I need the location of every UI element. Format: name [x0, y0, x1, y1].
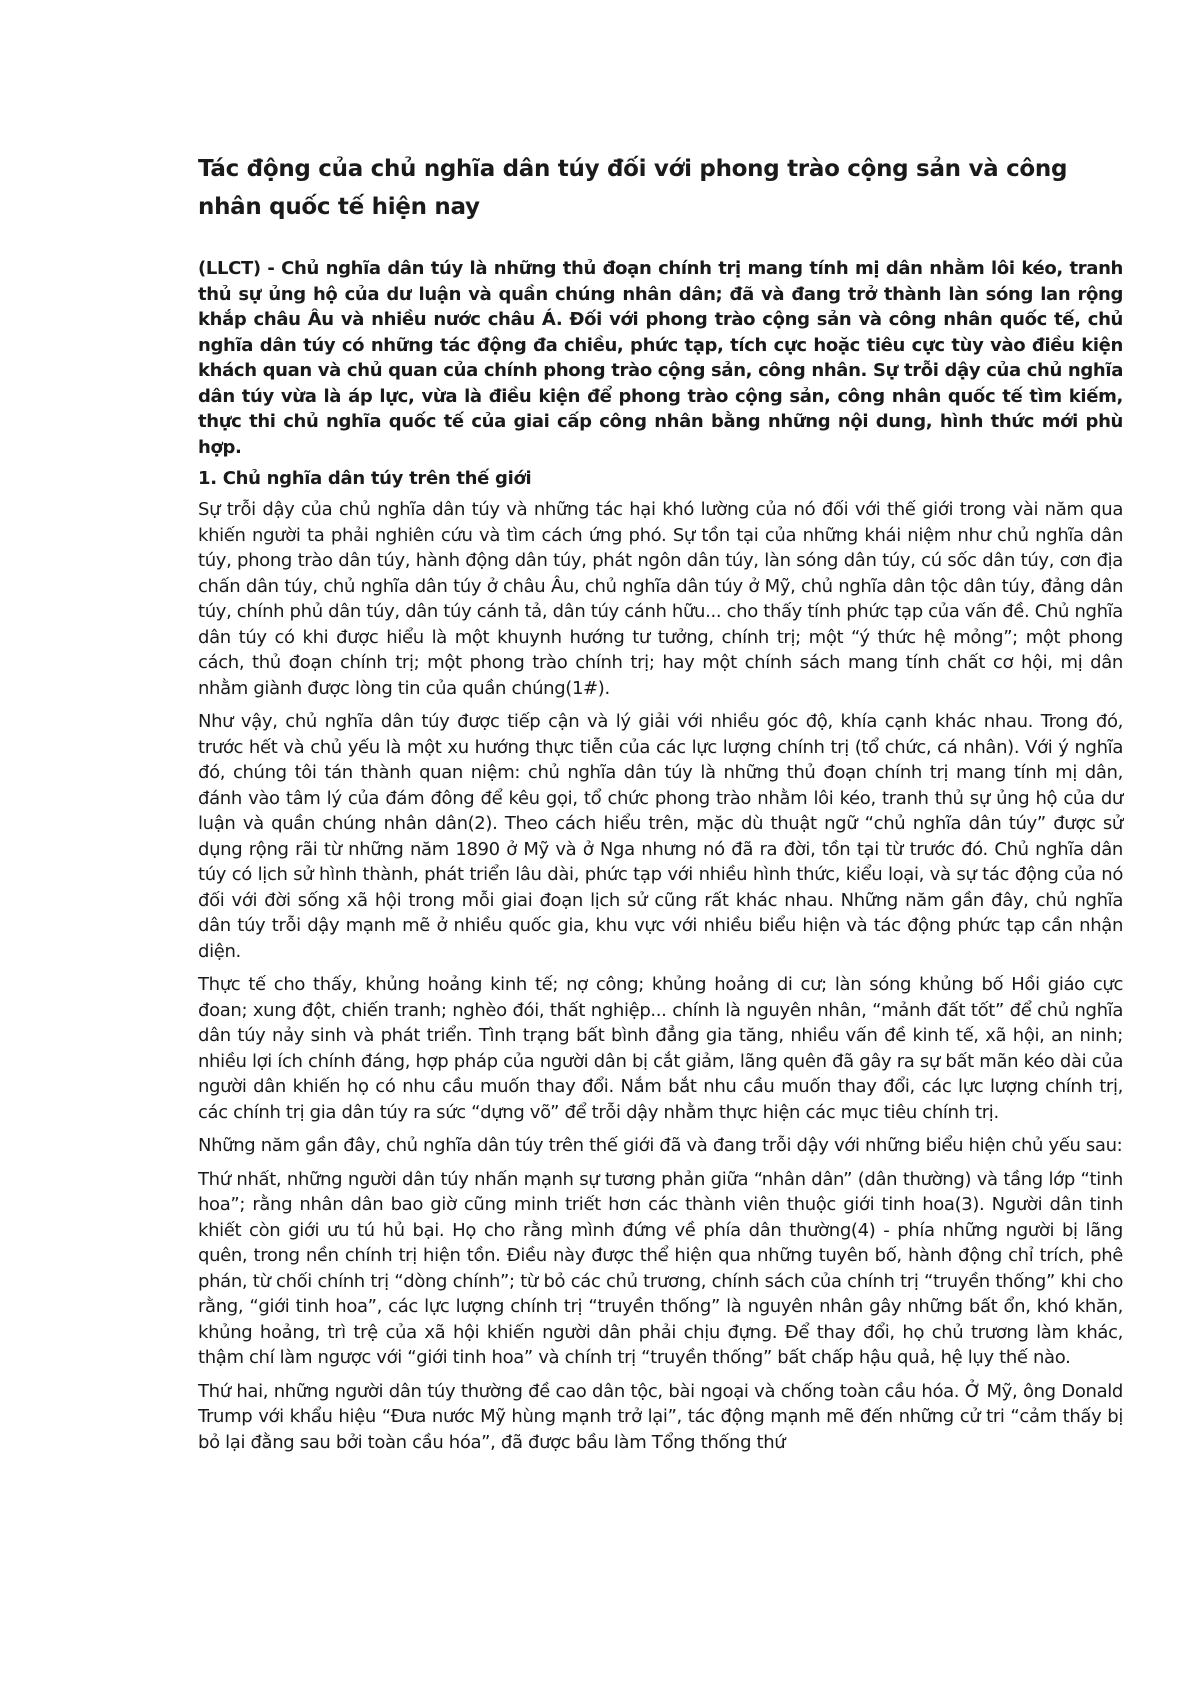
body-paragraph: Thực tế cho thấy, khủng hoảng kinh tế; nợ công; khủng hoảng di cư; làn sóng khủng bố Hồi giáo cực đoan; xung đột, chiến tranh; nghèo đói, thất nghiệp... chính là nguyên nhân, “mảnh đất tốt” để chủ nghĩa dân túy nảy sinh và phát triển. Tình trạng bất bình đẳng gia tăng, nhiều vấn đề kinh tế, xã hội, an ninh; nhiều lợi ích chính đáng, hợp pháp của người dân bị cắt giảm, lãng quên đã gây ra sự bất mãn kéo dài của người dân khiến họ có nhu cầu muốn thay đổi. Nắm bắt nhu cầu muốn thay đổi, các lực lượng chính trị, các chính trị gia dân túy ra sức “dựng võ” để trỗi dậy nhằm thực hiện các mục tiêu chính trị. — [198, 974, 1123, 1123]
body-paragraph: Thứ nhất, những người dân túy nhấn mạnh sự tương phản giữa “nhân dân” (dân thường) và tầng lớp “tinh hoa”; rằng nhân dân bao giờ cũng minh triết hơn các thành viên thuộc giới tinh hoa(3). Người dân tinh khiết còn giới ưu tú hủ bại. Họ cho rằng mình đứng về phía dân thường(4) - phía những người bị lãng quên, trong nền chính trị hiện tồn. Điều này được thể hiện qua những tuyên bố, hành động chỉ trích, phê phán, từ chối chính trị “dòng chính”; từ bỏ các chủ trương, chính sách của chính trị “truyền thống” khi cho rằng, “giới tinh hoa”, các lực lượng chính trị “truyền thống” là nguyên nhân gây những bất ổn, khó khăn, khủng hoảng, trì trệ của xã hội khiến người dân phải chịu đựng. Để thay đổi, họ chủ trương làm khác, thậm chí làm ngược với “giới tinh hoa” và chính trị “truyền thống” bất chấp hậu quả, hệ lụy thế nào. — [198, 1168, 1123, 1368]
body-paragraph: Những năm gần đây, chủ nghĩa dân túy trên thế giới đã và đang trỗi dậy với những biểu hiện chủ yếu sau: — [198, 1135, 1123, 1156]
document-page — [198, 150, 1123, 1463]
section-heading: 1. Chủ nghĩa dân túy trên thế giới — [198, 468, 532, 489]
article-title: Tác động của chủ nghĩa dân túy đối với phong trào cộng sản và công nhân quốc tế hiện nay — [198, 156, 1068, 220]
body-paragraph: Thứ hai, những người dân túy thường đề cao dân tộc, bài ngoại và chống toàn cầu hóa. Ở Mỹ, ông Donald Trump với khẩu hiệu “Đưa nước Mỹ hùng mạnh trở lại”, tác động mạnh mẽ đến những cử tri “cảm thấy bị bỏ lại đằng sau bởi toàn cầu hóa”, đã được bầu làm Tổng thống thứ — [198, 1380, 1123, 1453]
body-paragraph: Sự trỗi dậy của chủ nghĩa dân túy và những tác hại khó lường của nó đối với thế giới trong vài năm qua khiến người ta phải nghiên cứu và tìm cách ứng phó. Sự tồn tại của những khái niệm như chủ nghĩa dân túy, phong trào dân túy, hành động dân túy, phát ngôn dân túy, làn sóng dân túy, cú sốc dân túy, cơn địa chấn dân túy, chủ nghĩa dân túy ở châu Âu, chủ nghĩa dân túy ở Mỹ, chủ nghĩa dân tộc dân túy, đảng dân túy, chính phủ dân túy, dân túy cánh tả, dân túy cánh hữu... cho thấy tính phức tạp của vấn đề. Chủ nghĩa dân túy có khi được hiểu là một khuynh hướng tư tưởng, chính trị; một “ý thức hệ mỏng”; một phong cách, thủ đoạn chính trị; một phong trào chính trị; hay một chính sách mang tính chất cơ hội, mị dân nhằm giành được lòng tin của quần chúng(1#). — [198, 499, 1123, 699]
article-lead: (LLCT) - Chủ nghĩa dân túy là những thủ đoạn chính trị mang tính mị dân nhằm lôi kéo, tranh thủ sự ủng hộ của dư luận và quần chúng nhân dân; đã và đang trở thành làn sóng lan rộng khắp châu Âu và nhiều nước châu Á. Đối với phong trào cộng sản và công nhân quốc tế, chủ nghĩa dân túy có những tác động đa chiều, phức tạp, tích cực hoặc tiêu cực tùy vào điều kiện khách quan và chủ quan của chính phong trào cộng sản, công nhân. Sự trỗi dậy của chủ nghĩa dân túy vừa là áp lực, vừa là điều kiện để phong trào cộng sản, công nhân quốc tế tìm kiếm, thực thi chủ nghĩa quốc tế của giai cấp công nhân bằng những nội dung, hình thức mới phù hợp. — [198, 258, 1123, 458]
body-paragraph: Như vậy, chủ nghĩa dân túy được tiếp cận và lý giải với nhiều góc độ, khía cạnh khác nhau. Trong đó, trước hết và chủ yếu là một xu hướng thực tiễn của các lực lượng chính trị (tổ chức, cá nhân). Với ý nghĩa đó, chúng tôi tán thành quan niệm: chủ nghĩa dân túy là những thủ đoạn chính trị mang tính mị dân, đánh vào tâm lý của đám đông để kêu gọi, tổ chức phong trào nhằm lôi kéo, tranh thủ sự ủng hộ của dư luận và quần chúng nhân dân(2). Theo cách hiểu trên, mặc dù thuật ngữ “chủ nghĩa dân túy” được sử dụng rộng rãi từ những năm 1890 ở Mỹ và ở Nga nhưng nó đã ra đời, tồn tại từ trước đó. Chủ nghĩa dân túy có lịch sử hình thành, phát triển lâu dài, phức tạp với nhiều hình thức, kiểu loại, và sự tác động của nó đối với đời sống xã hội trong mỗi giai đoạn lịch sử cũng rất khác nhau. Những năm gần đây, chủ nghĩa dân túy trỗi dậy mạnh mẽ ở nhiều quốc gia, khu vực với nhiều biểu hiện và tác động phức tạp cần nhận diện. — [198, 711, 1123, 962]
